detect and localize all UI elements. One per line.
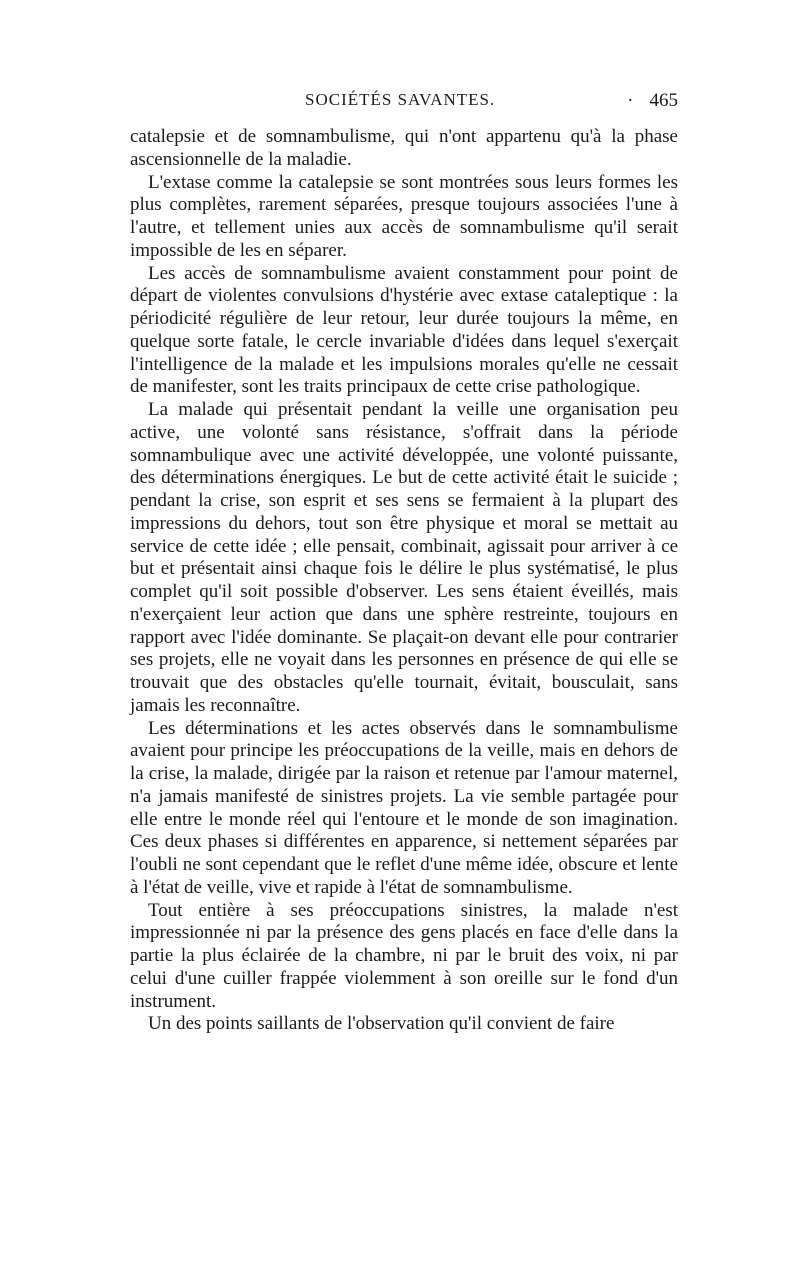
paragraph-acces: Les accès de somnambulisme avaient constamment pour point de départ de violentes convulsions d'hystérie avec extase cataleptique : la périodicité régulière de leur retour, leur durée toujours la même, en quelque sorte fatale, le cercle invariable d'idées dans lequel s'exerçait l'intelligence de la malade et les impulsions morales qu'elle ne cessait de manifester, sont les traits principaux de cette crise pathologique.	[130, 262, 678, 398]
running-title: SOCIÉTÉS SAVANTES.	[305, 90, 496, 109]
running-head	[130, 90, 678, 116]
paragraph-preoccupations: Tout entière à ses préoccupations sinistres, la malade n'est impressionnée ni par la présence des gens placés en face d'elle dans la partie la plus éclairée de la chambre, ni par le bruit des voix, ni par celui d'une cuiller frappée violemment à son oreille sur le fond d'un instrument.	[130, 899, 678, 1012]
paragraph-continuation: catalepsie et de somnambulisme, qui n'ont appartenu qu'à la phase ascensionnelle de la maladie.	[130, 126, 678, 170]
folio-bullet: ·	[627, 90, 634, 111]
paragraph-extase: L'extase comme la catalepsie se sont montrées sous leurs formes les plus complètes, rarement séparées, presque toujours associées l'une à l'autre, et tellement unies aux accès de somnambulisme qu'il serait impossible de les en séparer.	[130, 171, 678, 261]
page-number-group	[627, 90, 678, 112]
paragraph-malade: La malade qui présentait pendant la veille une organisation peu active, une volonté sans résistance, s'offrait dans la période somnambulique avec une activité développée, une volonté puissante, des déterminations énergiques. Le but de cette activité était le suicide ; pendant la crise, son esprit et ses sens se fermaient à la plupart des impressions du dehors, tout son être physique et moral se mettait au service de cette idée ; elle pensait, combinait, agissait pour arriver à ce but et présentait ainsi chaque fois le délire le plus systématisé, le plus complet qu'il soit possible d'observer. Les sens étaient éveillés, mais n'exerçaient leur action que dans une sphère restreinte, toujours en rapport avec l'idée dominante. Se plaçait-on devant elle pour contrarier ses projets, elle ne voyait dans les personnes en présence de qui elle se trouvait que des obstacles qu'elle tournait, évitait, bousculait, sans jamais les reconnaître.	[130, 399, 678, 716]
paragraph-determinations: Les déterminations et les actes observés dans le somnambulisme avaient pour principe les préoccupations de la veille, mais en dehors de la crise, la malade, dirigée par la raison et retenue par l'amour maternel, n'a jamais manifesté de sinistres projets. La vie semble partagée pour elle entre le monde réel qui l'entoure et le monde de son imagination. Ces deux phases si différentes en apparence, si nettement séparées par l'oubli ne sont cependant que le reflet d'une même idée, obscure et lente à l'état de veille, vive et rapide à l'état de somnambulisme.	[130, 717, 678, 898]
body-text	[130, 126, 678, 1036]
page-number: 465	[649, 90, 678, 111]
paragraph-points-saillants: Un des points saillants de l'observation qu'il convient de faire	[148, 1013, 615, 1035]
